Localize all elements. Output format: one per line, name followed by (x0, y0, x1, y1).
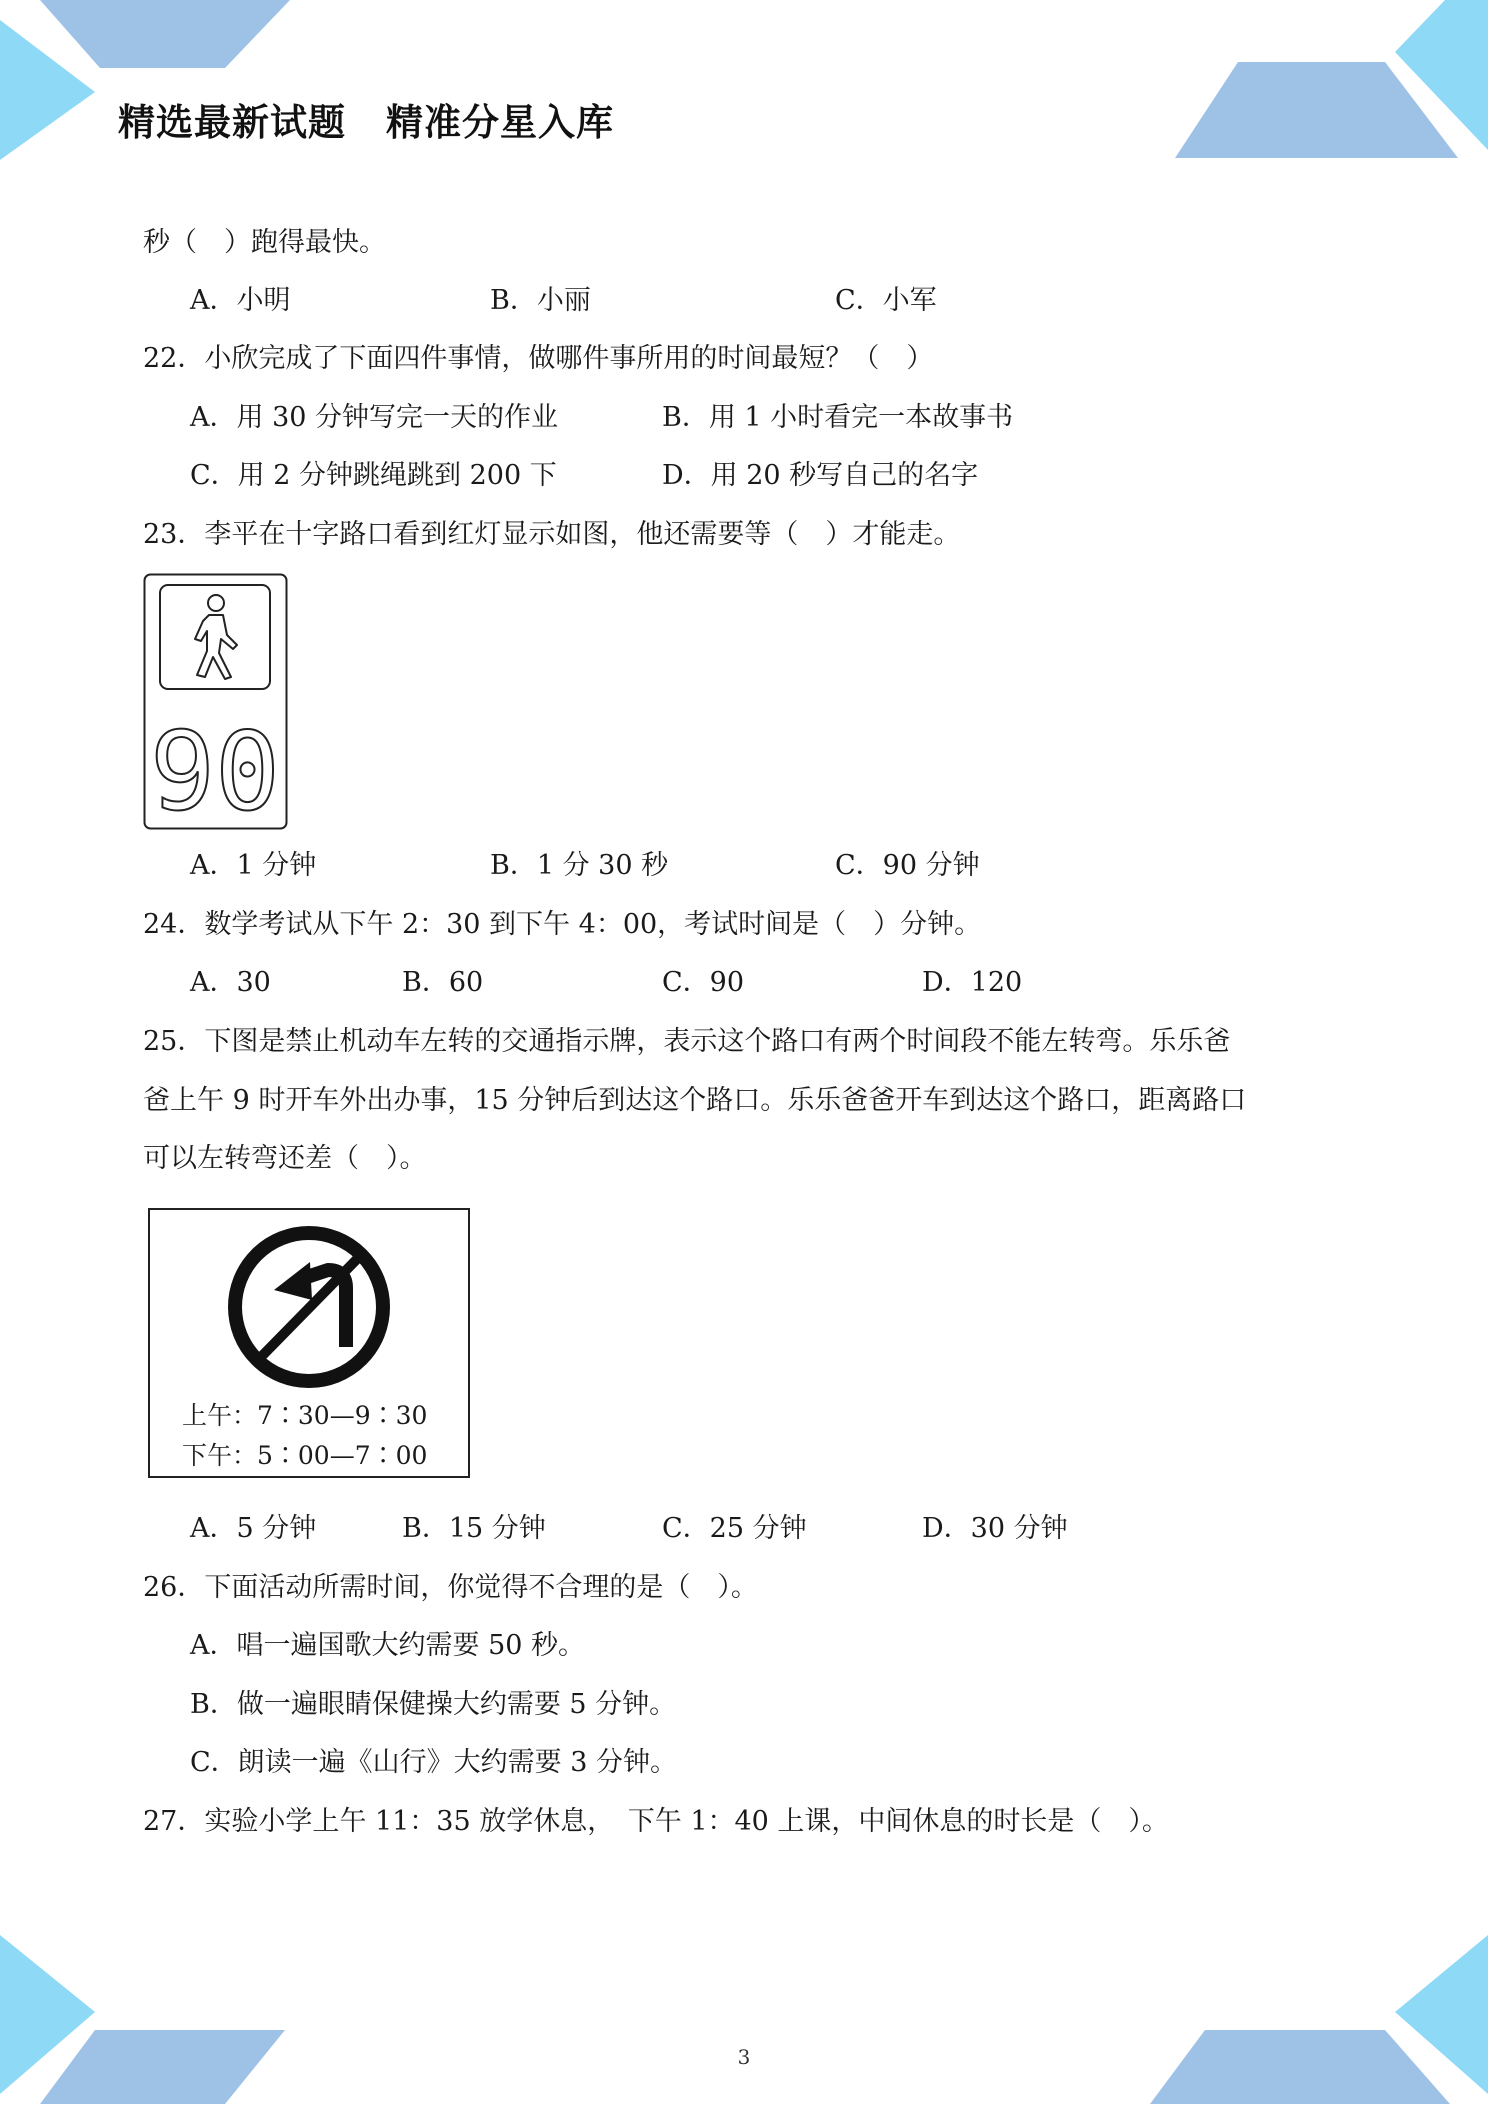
page-header-title (118, 92, 614, 146)
q21-option-c: C．小军 (835, 285, 937, 316)
q25-stem-line2: 爸上午 9 时开车外出办事，15 分钟后到达这个路口。乐乐爸爸开车到达这个路口，距离路口 (143, 1085, 1247, 1116)
sign-time-afternoon: 下午：5∶00—7∶00 (182, 1441, 428, 1470)
q23-option-b: B．1 分 30 秒 (490, 850, 669, 881)
q23-option-a: A．1 分钟 (190, 850, 317, 881)
q23-stem: 23．李平在十字路口看到红灯显示如图，他还需要等（ ）才能走。 (143, 519, 961, 550)
deco-top-left-dark (40, 0, 290, 68)
sign-time-morning: 上午：7∶30—9∶30 (182, 1401, 428, 1430)
q22-option-a: A．用 30 分钟写完一天的作业 (190, 402, 559, 433)
q24-stem: 24．数学考试从下午 2：30 到下午 4：00，考试时间是（ ）分钟。 (143, 909, 982, 940)
q21-tail-text: 秒（ ）跑得最快。 (143, 227, 386, 258)
no-left-turn-icon (224, 1222, 394, 1392)
q25-stem-line3: 可以左转弯还差（ ）。 (143, 1143, 427, 1174)
q22-stem: 22．小欣完成了下面四件事情，做哪件事所用的时间最短？（ ） (143, 343, 934, 374)
q26-option-c: C．朗读一遍《山行》大约需要 3 分钟。 (190, 1747, 678, 1778)
q22-option-d: D．用 20 秒写自己的名字 (662, 460, 979, 491)
q22-option-b: B．用 1 小时看完一本故事书 (662, 402, 1014, 433)
q21-option-a: A．小明 (190, 285, 291, 316)
q22-option-c: C．用 2 分钟跳绳跳到 200 下 (190, 460, 557, 491)
q24-option-b: B．60 (402, 967, 484, 998)
q21-option-b: B．小丽 (490, 285, 591, 316)
q25-option-a: A．5 分钟 (190, 1513, 317, 1544)
q26-option-a: A．唱一遍国歌大约需要 50 秒。 (190, 1630, 586, 1661)
pedestrian-signal-figure (143, 573, 289, 831)
q24-option-d: D．120 (922, 967, 1023, 998)
q25-stem-line1: 25．下图是禁止机动车左转的交通指示牌，表示这个路口有两个时间段不能左转弯。乐乐爸 (143, 1026, 1231, 1057)
header-title-part2: 精准分星入库 (386, 101, 614, 144)
q25-option-c: C．25 分钟 (662, 1513, 807, 1544)
deco-top-right-dark (1175, 62, 1458, 158)
q25-option-d: D．30 分钟 (922, 1513, 1068, 1544)
q27-stem: 27．实验小学上午 11：35 放学休息， 下午 1：40 上课，中间休息的时长是（ ）。 (143, 1806, 1169, 1837)
header-title-part1: 精选最新试题 (118, 101, 346, 144)
page-number: 3 (737, 2045, 751, 2069)
q24-option-c: C．90 (662, 967, 745, 998)
no-left-turn-sign (148, 1208, 470, 1478)
q24-option-a: A．30 (190, 967, 271, 998)
countdown-digits: 90 (149, 710, 281, 831)
q25-option-b: B．15 分钟 (402, 1513, 546, 1544)
q23-option-c: C．90 分钟 (835, 850, 980, 881)
q26-stem: 26．下面活动所需时间，你觉得不合理的是（ ）。 (143, 1572, 758, 1603)
q26-option-b: B．做一遍眼睛保健操大约需要 5 分钟。 (190, 1689, 677, 1720)
